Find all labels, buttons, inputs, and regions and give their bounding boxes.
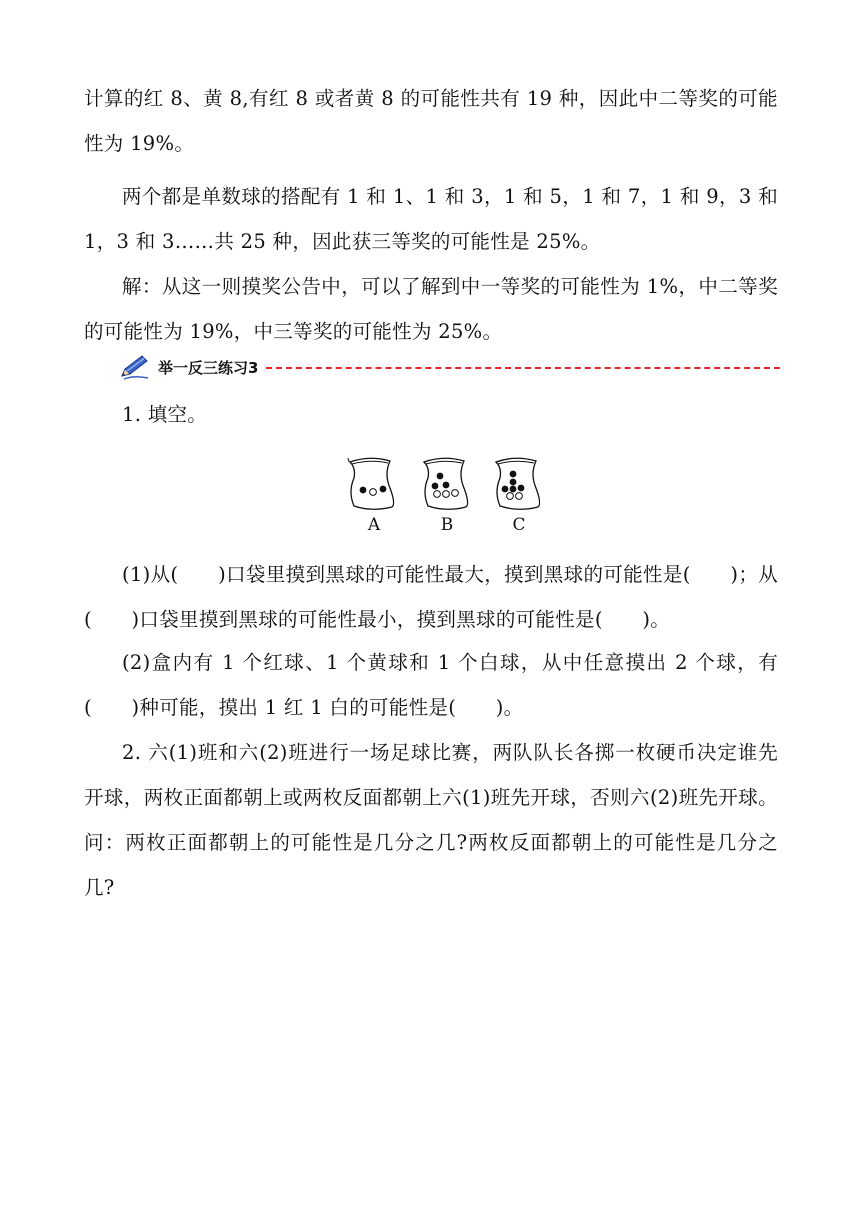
section-header (120, 352, 780, 382)
bag-label-b: B (440, 515, 454, 535)
black-ball (510, 471, 517, 478)
black-ball (432, 483, 439, 490)
bag-label-c: C (512, 515, 526, 535)
section-title: 举一反三练习3 (158, 358, 259, 377)
question-1-heading: 1. 填空。 (122, 403, 208, 426)
question-2: 2. 六(1)班和六(2)班进行一场足球比赛，两队队长各掷一枚硬币决定谁先开球，两枚正面都朝上或两枚反面都朝上六(1)班先开球，否则六(2)班先开球。问：两枚正面都朝上的可能性是几分之几?两枚反面都朝上的可能性是几分之几? (84, 741, 778, 899)
black-ball (443, 482, 450, 489)
question-1-part-2: (2)盒内有 1 个红球、1 个黄球和 1 个白球，从中任意摸出 2 个球，有( )种可能，摸出 1 红 1 白的可能性是( )。 (84, 651, 778, 719)
paragraph-solution: 解：从这一则摸奖公告中，可以了解到中一等奖的可能性为 1%，中二等奖的可能性为 19%，中三等奖的可能性为 25%。 (84, 275, 778, 343)
white-ball (443, 491, 450, 498)
black-ball (380, 486, 387, 493)
dashed-divider (266, 367, 780, 369)
black-ball (510, 479, 517, 486)
paragraph-third-prize: 两个都是单数球的搭配有 1 和 1、1 和 3，1 和 5，1 和 7，1 和 9，3 和 1，3 和 3……共 25 种，因此获三等奖的可能性是 25%。 (84, 185, 778, 253)
bag-a (348, 458, 394, 509)
bag-b (424, 458, 468, 509)
paragraph-second-prize: 计算的红 8、黄 8,有红 8 或者黄 8 的可能性共有 19 种，因此中二等奖的可能性为 19%。 (84, 87, 778, 155)
black-ball (510, 486, 517, 493)
white-ball (516, 493, 523, 500)
bag-c (496, 458, 540, 509)
question-1-part-1: (1)从( )口袋里摸到黑球的可能性最大，摸到黑球的可能性是( )；从( )口袋里摸到黑球的可能性最小，摸到黑球的可能性是( )。 (84, 563, 778, 631)
black-ball (360, 487, 367, 494)
white-ball (452, 490, 459, 497)
black-ball (502, 486, 509, 493)
white-ball (507, 493, 514, 500)
bag-label-a: A (367, 515, 381, 535)
white-ball (370, 489, 377, 496)
pencil-icon (120, 354, 150, 380)
black-ball (437, 473, 444, 480)
black-ball (518, 485, 525, 492)
white-ball (434, 491, 441, 498)
